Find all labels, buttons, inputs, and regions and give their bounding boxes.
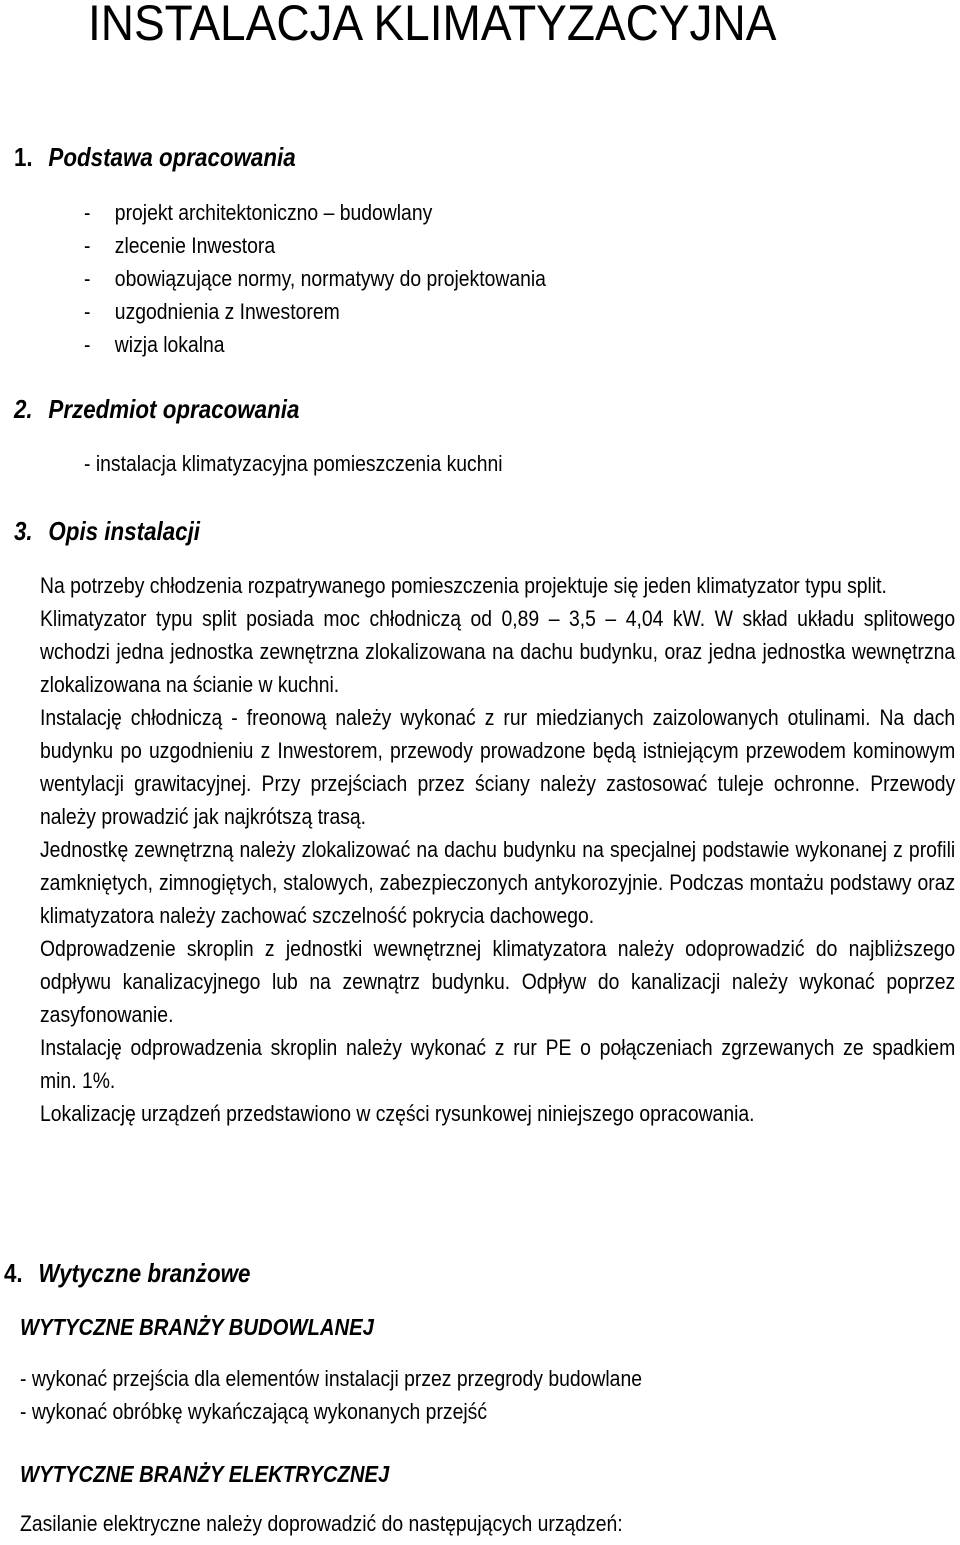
construction-guidelines-heading: WYTYCZNE BRANŻY BUDOWLANEJ [20,1314,374,1340]
construction-guidelines-list [20,1362,727,1428]
installation-description [40,569,955,1130]
section-title: Przedmiot opracowania [48,394,300,424]
paragraph: Odprowadzenie skroplin z jednostki wewnętrznej klimatyzatora należy odoprowadzić do najbliższego odpływu kanalizacyjnego lub na zewnątrz budynku. Odpływ do kanalizacji należy wykonać poprzez zasyfonowanie. [40,936,956,1027]
list-item: - projekt architektoniczno – budowlany [84,200,433,225]
paragraph: Instalację chłodniczą - freonową należy wykonać z rur miedzianych zaizolowanych otulinami. Na dach budynku po uzgodnieniu z Inwestorem, przewody prowadzone będą istniejącym przewodem kominowym wentylacji grawitacyjnej. Przy przejściach przez ściany należy zastosować tuleje ochronne. Przewody należy prowadzić jak najkrótszą trasą. [40,705,956,829]
section-title: Wytyczne branżowe [38,1258,251,1288]
document-title: INSTALACJA KLIMATYZACYJNA [88,0,777,51]
section-heading-2 [14,394,299,425]
section-heading-3 [14,516,200,547]
paragraph: Jednostkę zewnętrzną należy zlokalizować na dachu budynku na specjalnej podstawie wykonanej z profili zamkniętych, zimnogiętych, stalowych, zabezpieczonych antykorozyjnie. Podczas montażu podstawy oraz klimatyzatora należy zachować szczelność pokrycia dachowego. [40,837,956,928]
paragraph: Instalację odprowadzenia skroplin należy wykonać z rur PE o połączeniach zgrzewanych ze spadkiem min. 1%. [40,1035,956,1093]
list-item: - obowiązujące normy, normatywy do projektowania [84,266,546,291]
section-number: 2. [14,394,33,424]
section-title: Opis instalacji [48,516,201,546]
list-item: - wizja lokalna [84,332,225,357]
section-number: 4. [4,1258,23,1288]
section-heading-1 [14,142,296,173]
subject-text: - instalacja klimatyzacyjna pomieszczenia kuchni [84,451,503,476]
section-number: 3. [14,516,33,546]
basis-list [84,196,609,361]
list-item: - uzgodnienia z Inwestorem [84,299,340,324]
paragraph: Lokalizację urządzeń przedstawiono w części rysunkowej niniejszego opracowania. [40,1101,755,1126]
paragraph: Klimatyzator typu split posiada moc chłodniczą od 0,89 – 3,5 – 4,04 kW. W skład układu splitowego wchodzi jedna jednostka zewnętrzna zlokalizowana na dachu budynku, oraz jedna jednostka wewnętrzna zlokalizowana na ścianie w kuchni. [40,606,956,697]
electrical-guidelines-heading: WYTYCZNE BRANŻY ELEKTRYCZNEJ [20,1461,390,1487]
list-item: - wykonać przejścia dla elementów instalacji przez przegrody budowlane [20,1366,642,1391]
list-item: - wykonać obróbkę wykańczającą wykonanych przejść [20,1399,488,1424]
electrical-guidelines-text: Zasilanie elektryczne należy doprowadzić do następujących urządzeń: [20,1511,623,1536]
list-item: - zlecenie Inwestora [84,233,276,258]
section-heading-4 [4,1258,250,1289]
section-number: 1. [14,142,33,172]
paragraph: Na potrzeby chłodzenia rozpatrywanego pomieszczenia projektuje się jeden klimatyzator typu split. [40,573,887,598]
section-title: Podstawa opracowania [48,142,296,172]
